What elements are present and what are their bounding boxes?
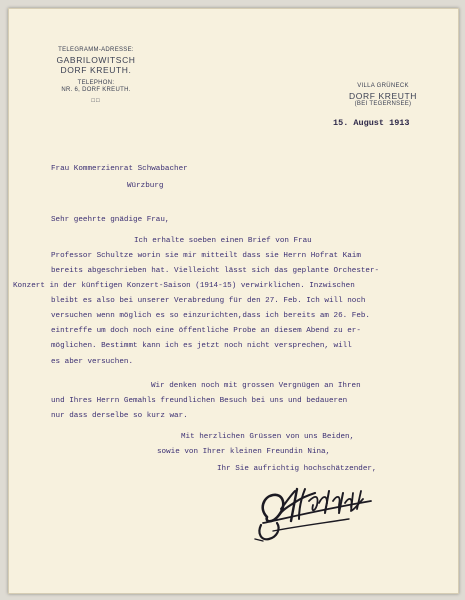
handwritten-signature	[253, 479, 381, 545]
ornament-squares: □□	[91, 97, 101, 104]
letterhead-villa	[327, 83, 439, 109]
closing-line: Mit herzlichen Grüssen von uns Beiden,	[181, 433, 355, 441]
closing-line: sowie von Ihrer kleinen Freundin Nina,	[157, 448, 331, 456]
body-line: und Ihres Herrn Gemahls freundlichen Besuch bei uns und bedaueren	[51, 397, 348, 405]
telegram-label: TELEGRAMM-ADRESSE:	[58, 47, 134, 53]
letter-page	[8, 8, 459, 594]
recipient-city: Würzburg	[127, 182, 164, 190]
telephone-value: NR. 6, DORF KREUTH.	[61, 87, 131, 94]
body-line: bleibt es also bei unserer Verabredung für den 27. Feb. Ich will noch	[51, 297, 366, 305]
body-line: Konzert in der künftigen Konzert-Saison (1914-15) verwirklichen. Inzwischen	[13, 282, 355, 290]
telephone-label: TELEPHON:	[77, 79, 115, 86]
villa-region: (BEI TEGERNSEE)	[354, 101, 412, 108]
body-line: nur dass derselbe so kurz war.	[51, 412, 188, 420]
letter-date: 15. August 1913	[333, 118, 410, 128]
body-line: es aber versuchen.	[51, 358, 134, 366]
villa-place: DORF KREUTH	[349, 90, 417, 101]
body-line: versuchen wenn möglich es so einzurichten,dass ich bereits am 26. Feb.	[51, 312, 370, 320]
body-line: Ich erhalte soeben einen Brief von Frau	[134, 237, 312, 245]
body-line: möglichen. Bestimmt kann ich es jetzt noch nicht versprechen, will	[51, 342, 352, 350]
letterhead-contact	[35, 47, 157, 105]
closing-line: Ihr Sie aufrichtig hochschätzender,	[217, 465, 377, 473]
villa-name: VILLA GRÜNECK	[357, 83, 409, 89]
recipient-name: Frau Kommerzienrat Schwabacher	[51, 165, 188, 173]
telegram-place: DORF KREUTH.	[60, 65, 132, 76]
telegram-address: GABRILOWITSCH	[56, 54, 136, 65]
body-line: bereits abgeschrieben hat. Vielleicht lässt sich das geplante Orchester-	[51, 267, 380, 275]
salutation: Sehr geehrte gnädige Frau,	[51, 216, 170, 224]
body-line: eintreffe um doch noch eine öffentliche Probe an diesem Abend zu er-	[51, 327, 361, 335]
body-line: Wir denken noch mit grossen Vergnügen an Ihren	[151, 382, 361, 390]
body-line: Professor Schultze worin sie mir mitteilt dass sie Herrn Hofrat Kaim	[51, 252, 361, 260]
